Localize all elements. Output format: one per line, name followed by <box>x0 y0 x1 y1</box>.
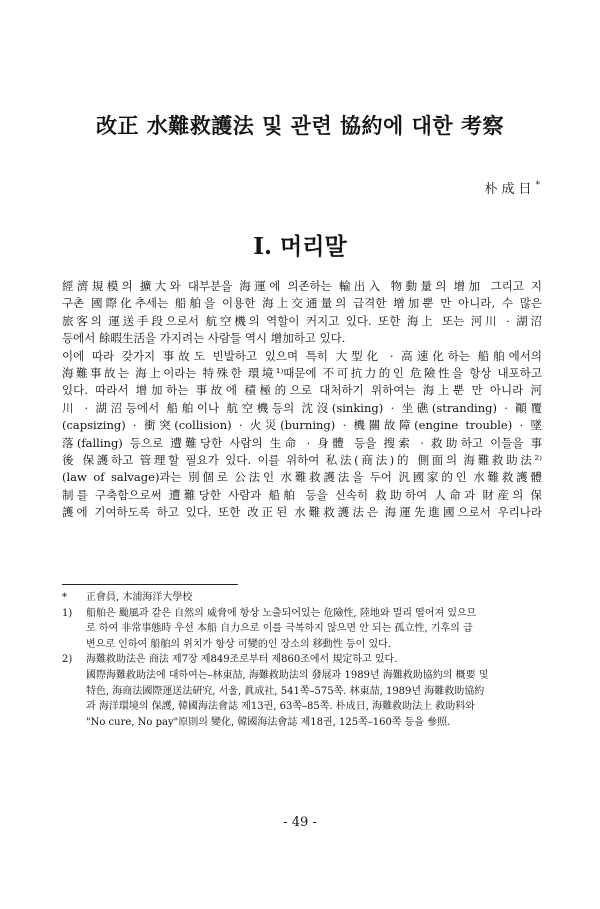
body-line: 經濟規模의 擴大와 대부분을 海運에 의존하는 輸出入 物動量의 增加 그리고 지 <box>62 279 542 293</box>
body-line: 등에서 餘暇生活을 가지려는 사람들 역시 增加하고 있다. <box>62 331 346 346</box>
body-line: 川 · 湖沼등에서 船舶이나 航空機등의 沈沒(sinking) · 坐礁(stranding) · 顚覆 <box>62 400 542 415</box>
footnote-divider <box>62 584 238 585</box>
footnote-1 <box>62 606 542 653</box>
body-line: 護에 기여하도록 하고 있다. 또한 改正된 水難救護法은 海運先進國으로서 우리나라 <box>62 505 542 520</box>
body-line: 落(falling) 등으로 遭難당한 사람의 生命 · 身體 등을 搜索 · 救助하고 이들을 事 <box>62 435 542 450</box>
footnote-author <box>62 590 542 606</box>
paragraph-1 <box>62 278 542 348</box>
footnote-line: 特色, 海商法國際運送法硏究, 서울, 眞成社, 541쪽–575쪽. 林東喆, 1989년 海難救助協約 <box>86 685 485 697</box>
body-line: 구촌 國際化추세는 船舶을 이용한 海上交通量의 급격한 增加뿐 만 아니라, 수 많은 <box>62 296 542 311</box>
footnotes <box>62 590 542 730</box>
author-line <box>484 178 540 197</box>
footnote-mark: * <box>62 592 67 603</box>
footnote-line: 변으로 인하여 船舶의 위치가 항상 可變的인 장소의 移動性 등이 있다. <box>86 638 391 650</box>
footnote-line: 國際海難救助法에 대하여는–林東喆, 海難救助法의 發展과 1989년 海難救助協約의 概要 및 <box>86 669 489 681</box>
section-heading: I. 머리말 <box>253 233 347 260</box>
footnote-line: "No cure, No pay"原則의 變化, 韓國海法會誌 제18권, 125쪽–160쪽 등을 參照. <box>86 716 451 728</box>
footnote-line: 로 하여 非常事態時 우선 本船 自力으로 이를 극복하지 않으면 안 되는 孤立性, 기후의 급 <box>86 623 473 635</box>
body-line: (law of salvage)과는 別個로 公法인 水難救護法을 두어 汎國家的인 水難救護體 <box>62 470 542 485</box>
author-footnote-mark: * <box>535 180 540 191</box>
author-name: 朴成日 <box>484 182 536 197</box>
footnote-line: 海難救助法은 商法 제7장 제849조로부터 제860조에서 規定하고 있다. <box>86 654 398 666</box>
body-line: 後 保護하고 管理할 필요가 있다. 이를 위하여 私法(商法)的 側面의 海難救助法²⁾ <box>62 452 542 467</box>
paper-title: 改正 水難救護法 및 관련 協約에 대한 考察 <box>95 113 505 138</box>
footnote-mark: 2) <box>62 654 73 666</box>
footnote-line: 船舶은 颱風과 같은 自然의 威脅에 항상 노출되어있는 危險性, 陸地와 멀리 떨어져 있으므 <box>86 607 477 619</box>
paragraph-2 <box>62 348 542 522</box>
body-line: (capsizing) · 衝突(collision) · 火災(burning) · 機關故障(engine trouble) · 墜 <box>62 418 542 433</box>
footnote-2 <box>62 652 542 730</box>
footnote-mark: 1) <box>62 607 73 619</box>
body-line: 旅客의 運送手段으로서 航空機의 역할이 커지고 있다. 또한 海上 또는 河川 · 湖沼 <box>62 313 542 328</box>
page-number: - 49 - <box>283 815 317 830</box>
body-text <box>62 278 542 521</box>
footnote-line: 正會員, 木浦海洋大學校 <box>86 592 193 603</box>
footnote-line: 과 海洋環境의 保護, 韓國海法會誌 제13권, 63쪽–85쪽. 朴成日, 海難救助法上 救助料와 <box>86 701 475 713</box>
body-line: 制를 구축함으로써 遭難당한 사람과 船舶 등을 신속히 救助하여 人命과 財産의 保 <box>62 487 542 502</box>
body-line: 海難事故는 海上이라는 特殊한 環境¹⁾때문에 不可抗力的인 危險性을 항상 내포하고 <box>62 365 542 380</box>
body-line: 있다. 따라서 增加하는 事故에 積極的으로 대처하기 위하여는 海上뿐 만 아니라 河 <box>62 383 542 398</box>
body-line: 이에 따라 갖가지 事故도 빈발하고 있으며 특히 大型化 · 高速化하는 船舶에서의 <box>62 348 542 363</box>
